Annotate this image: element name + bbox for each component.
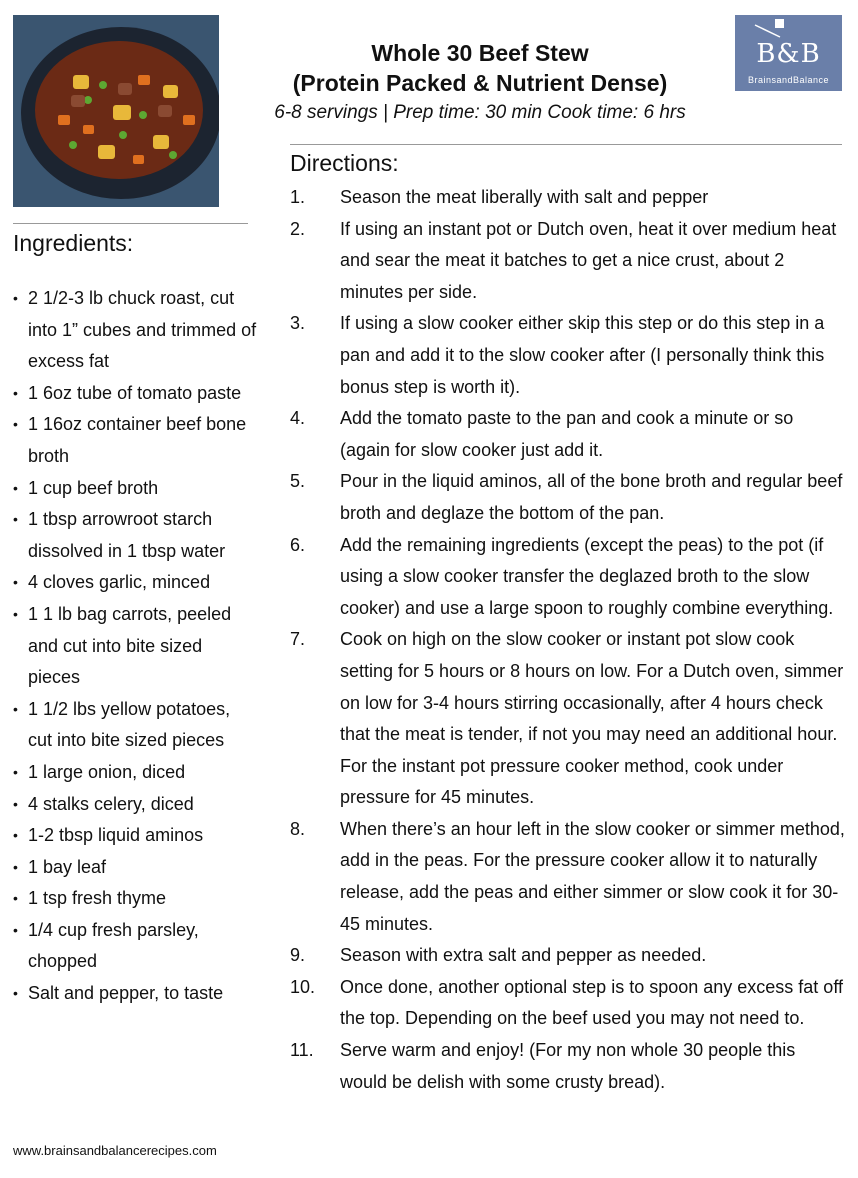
bullet-icon: • [13, 763, 18, 780]
stew-vegetables [13, 15, 219, 207]
logo-mark: B&B [756, 39, 821, 69]
beef-stew-photo [13, 15, 219, 207]
step-text: Pour in the liquid aminos, all of the bone broth and regular beef broth and deglaze the bottom of the pan. [340, 471, 843, 523]
step-number: 8. [290, 818, 306, 839]
bullet-icon: • [13, 890, 18, 907]
ingredient-text: 2 1/2-3 lb chuck roast, cut into 1” cubes and trimmed of excess fat [28, 288, 257, 372]
ingredient-item [13, 378, 258, 410]
step-number: 3. [290, 313, 306, 334]
step-number: 9. [290, 945, 306, 966]
ingredient-text: 1 tsp fresh thyme [28, 888, 167, 909]
direction-step [290, 182, 845, 214]
bullet-icon: • [13, 858, 18, 875]
ingredient-text: 1 6oz tube of tomato paste [28, 382, 242, 403]
direction-step [290, 1035, 845, 1098]
ingredients-heading: Ingredients: [13, 230, 134, 256]
bullet-icon: • [13, 985, 18, 1002]
bullet-icon: • [13, 479, 18, 496]
bullet-icon: • [13, 605, 18, 622]
directions-list [290, 182, 845, 1098]
ingredient-text: 1 large onion, diced [28, 761, 186, 782]
recipe-title-subline: (Protein Packed & Nutrient Dense) [292, 70, 668, 96]
ingredient-item [13, 599, 258, 694]
ingredient-item [13, 473, 258, 505]
ingredient-item [13, 757, 258, 789]
ingredient-item [13, 789, 258, 821]
ingredient-text: 1 tbsp arrowroot starch dissolved in 1 tbsp water [28, 509, 226, 561]
ingredient-item [13, 852, 258, 884]
bullet-icon: • [13, 290, 18, 306]
ingredient-item [13, 915, 258, 978]
servings-and-times: 6-8 servings | Prep time: 30 min Cook time: 6 hrs [274, 102, 686, 123]
direction-step [290, 814, 845, 940]
bullet-icon: • [13, 384, 18, 401]
step-text: Serve warm and enjoy! (For my non whole 30 people this would be delish with some crusty bread). [340, 1040, 796, 1092]
step-text: Season with extra salt and pepper as needed. [340, 945, 707, 966]
ingredient-text: Salt and pepper, to taste [28, 983, 224, 1004]
direction-step [290, 466, 845, 529]
step-number: 1. [290, 187, 306, 207]
bullet-icon: • [13, 700, 18, 717]
step-number: 4. [290, 408, 306, 429]
step-text: If using a slow cooker either skip this step or do this step in a pan and add it to the slow cooker after (I personally think this bonus step is worth it). [340, 313, 825, 397]
step-text: If using an instant pot or Dutch oven, heat it over medium heat and sear the meat it batches to get a nice crust, about 2 minutes per side. [340, 218, 837, 302]
step-text: Add the remaining ingredients (except the peas) to the pot (if using a slow cooker transfer the deglazed broth to the slow cooker) and use a large spoon to roughly combine everything. [340, 534, 834, 618]
ingredient-text: 1 1/2 lbs yellow potatoes, cut into bite sized pieces [28, 698, 231, 751]
ingredient-text: 1 16oz container beef bone broth [28, 414, 247, 466]
bullet-icon: • [13, 416, 18, 433]
ingredient-item [13, 409, 258, 472]
ingredient-item [13, 820, 258, 852]
ingredient-text: 4 cloves garlic, minced [28, 572, 211, 593]
step-number: 11. [290, 1040, 314, 1061]
direction-step [290, 624, 845, 814]
ingredient-item [13, 883, 258, 915]
bullet-icon: • [13, 795, 18, 812]
step-text: Season the meat liberally with salt and pepper [340, 187, 709, 207]
directions-divider [290, 144, 842, 145]
direction-step [290, 972, 845, 1035]
step-number: 7. [290, 629, 306, 650]
ingredient-text: 1 cup beef broth [28, 477, 159, 498]
ingredient-item [13, 978, 258, 1010]
direction-step [290, 940, 845, 972]
step-text: Once done, another optional step is to spoon any excess fat off the top. Depending on the beef used you may not need to. [340, 976, 843, 1029]
step-number: 6. [290, 534, 306, 555]
ingredient-text: 4 stalks celery, diced [28, 793, 194, 814]
website-link[interactable]: www.brainsandbalancerecipes.com [13, 1143, 217, 1158]
step-text: Cook on high on the slow cooker or instant pot slow cook setting for 5 hours or 8 hours on low. For a Dutch oven, simmer on low for 3-4 hours stirring occasionally, after 4 hours check that the meat is tender, if not you may need an additional hour. For the instant pot pressure cooker method, cook under pressure for 45 minutes. [340, 629, 844, 808]
bullet-icon: • [13, 511, 18, 528]
ingredient-item [13, 694, 258, 757]
step-number: 10. [290, 976, 316, 997]
logo-text: BrainsandBalance [747, 75, 830, 85]
step-number: 2. [290, 218, 306, 239]
ingredient-item [13, 567, 258, 599]
recipe-title: Whole 30 Beef Stew [371, 40, 589, 66]
direction-step [290, 530, 845, 625]
ingredient-item [13, 283, 258, 378]
direction-step [290, 403, 845, 466]
recipe-header [230, 38, 730, 126]
step-number: 5. [290, 471, 306, 492]
ingredients-divider [13, 223, 248, 224]
brand-logo [735, 15, 842, 91]
bullet-icon: • [13, 574, 18, 591]
bullet-icon: • [13, 827, 18, 844]
ingredient-text: 1 bay leaf [28, 856, 107, 877]
ingredients-list [13, 283, 258, 1010]
direction-step [290, 308, 845, 403]
ingredient-text: 1-2 tbsp liquid aminos [28, 825, 204, 846]
ingredient-item [13, 504, 258, 567]
bullet-icon: • [13, 921, 18, 938]
step-text: When there’s an hour left in the slow cooker or simmer method, add in the peas. For the pressure cooker allow it to naturally release, add the peas and either simmer or slow cook it for 30-45 minutes. [340, 818, 845, 934]
directions-heading: Directions: [290, 150, 399, 176]
ingredient-text: 1/4 cup fresh parsley, chopped [28, 919, 199, 972]
step-text: Add the tomato paste to the pan and cook a minute or so (again for slow cooker just add it. [340, 408, 794, 460]
ingredient-text: 1 1 lb bag carrots, peeled and cut into bite sized pieces [28, 603, 232, 688]
direction-step [290, 214, 845, 309]
